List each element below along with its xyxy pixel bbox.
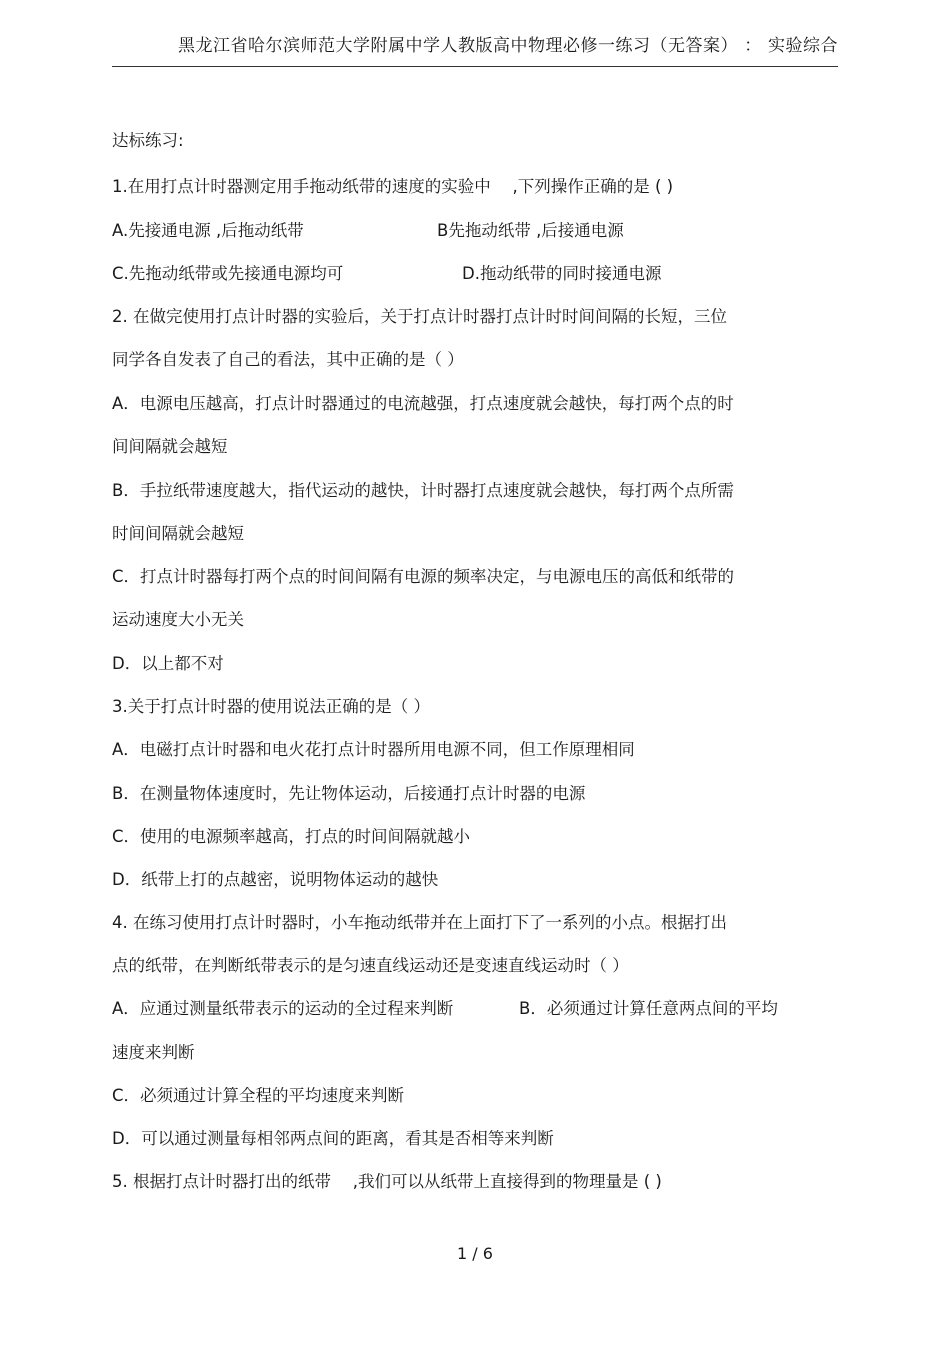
question-4-option-b-continued: 速度来判断 [112, 1043, 195, 1062]
question-2-option-b-line2: 时间间隔就会越短 [112, 524, 244, 543]
header-separator: ： [744, 36, 762, 56]
question-4-option-c: C．必须通过计算全程的平均速度来判断 [112, 1086, 405, 1105]
page-header [112, 30, 838, 67]
question-2-option-b-line1: B．手拉纸带速度越大，指代运动的越快，计时器打点速度就会越快，每打两个点所需 [112, 481, 734, 500]
question-2-stem-line2: 同学各自发表了自己的看法，其中正确的是（ ） [112, 350, 464, 369]
question-1-option-b: B先拖动纸带 ,后接通电源 [437, 221, 624, 240]
question-4-option-a: A．应通过测量纸带表示的运动的全过程来判断 [112, 999, 454, 1018]
question-3-option-d: D．纸带上打的点越密，说明物体运动的越快 [112, 870, 439, 889]
question-1-option-a: A.先接通电源 ,后拖动纸带 [112, 221, 304, 240]
question-2-option-c-line2: 运动速度大小无关 [112, 610, 244, 629]
question-2-option-a-line2: 间间隔就会越短 [112, 437, 228, 456]
question-2-option-c-line1: C．打点计时器每打两个点的时间间隔有电源的频率决定，与电源电压的高低和纸带的 [112, 567, 735, 586]
question-1-option-c: C.先拖动纸带或先接通电源均可 [112, 264, 344, 283]
question-1-option-d: D.拖动纸带的同时接通电源 [462, 264, 662, 283]
question-2-option-d: D．以上都不对 [112, 654, 224, 673]
question-3-option-c: C．使用的电源频率越高，打点的时间间隔就越小 [112, 827, 471, 846]
question-2-option-a-line1: A．电源电压越高，打点计时器通过的电流越强，打点速度就会越快，每打两个点的时 [112, 394, 734, 413]
section-title: 达标练习: [112, 131, 184, 150]
question-4-stem-line1: 4. 在练习使用打点计时器时，小车拖动纸带并在上面打下了一系列的小点。根据打出 [112, 913, 727, 932]
question-4-option-b: B．必须通过计算任意两点间的平均 [519, 999, 778, 1018]
question-4-option-d: D．可以通过测量每相邻两点间的距离，看其是否相等来判断 [112, 1129, 554, 1148]
question-3-option-b: B．在测量物体速度时，先让物体运动，后接通打点计时器的电源 [112, 784, 586, 803]
header-title: 黑龙江省哈尔滨师范大学附属中学人教版高中物理必修一练习（无答案） [178, 36, 738, 56]
question-1-stem: 1.在用打点计时器测定用手拖动纸带的速度的实验中 ,下列操作正确的是 ( ) [112, 177, 674, 196]
question-2-stem-line1: 2. 在做完使用打点计时器的实验后，关于打点计时器打点计时时间间隔的长短，三位 [112, 307, 727, 326]
question-4-stem-line2: 点的纸带，在判断纸带表示的是匀速直线运动还是变速直线运动时（ ） [112, 956, 629, 975]
question-5-stem: 5. 根据打点计时器打出的纸带 ,我们可以从纸带上直接得到的物理量是 ( ) [112, 1172, 662, 1191]
header-topic: 实验综合 [768, 36, 838, 56]
page-number: 1 / 6 [457, 1244, 493, 1263]
question-3-stem: 3.关于打点计时器的使用说法正确的是（ ） [112, 697, 430, 716]
question-3-option-a: A．电磁打点计时器和电火花打点计时器所用电源不同，但工作原理相同 [112, 740, 635, 759]
